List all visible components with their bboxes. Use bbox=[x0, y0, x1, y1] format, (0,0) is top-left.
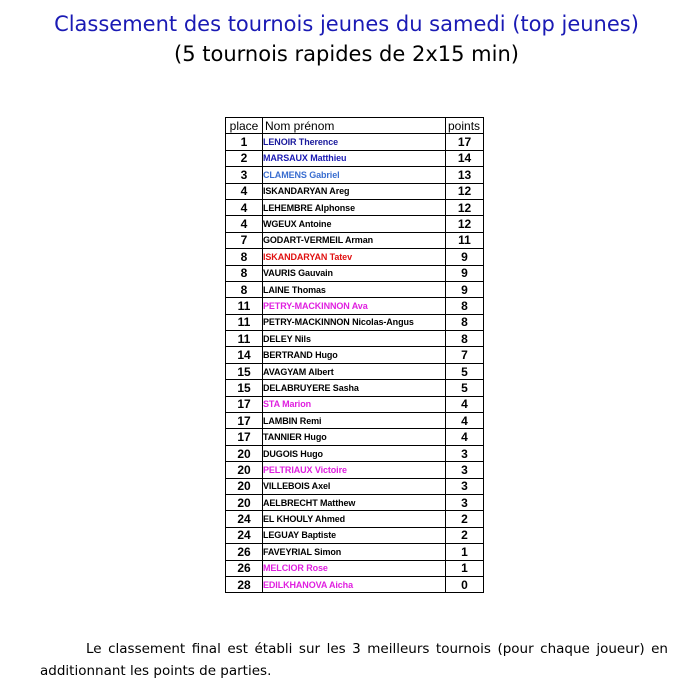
rank-place-cell: 24 bbox=[226, 511, 263, 527]
player-name-cell: STA Marion bbox=[263, 396, 446, 412]
rank-place-cell: 3 bbox=[226, 167, 263, 183]
points-cell: 8 bbox=[446, 298, 484, 314]
rank-place-cell: 20 bbox=[226, 494, 263, 510]
table-row bbox=[226, 281, 484, 297]
points-cell: 4 bbox=[446, 413, 484, 429]
rank-place-cell: 20 bbox=[226, 445, 263, 461]
points-cell: 9 bbox=[446, 281, 484, 297]
points-cell: 8 bbox=[446, 314, 484, 330]
points-cell: 1 bbox=[446, 544, 484, 560]
rank-place-cell: 8 bbox=[226, 265, 263, 281]
rank-place-cell: 17 bbox=[226, 413, 263, 429]
player-name-cell: LENOIR Therence bbox=[263, 134, 446, 150]
ranking-note bbox=[40, 638, 668, 682]
player-name-cell: FAVEYRIAL Simon bbox=[263, 544, 446, 560]
player-name-cell: LAINE Thomas bbox=[263, 281, 446, 297]
rank-place-cell: 26 bbox=[226, 560, 263, 576]
table-row bbox=[226, 396, 484, 412]
player-name-cell: LEHEMBRE Alphonse bbox=[263, 199, 446, 215]
player-name-cell: AVAGYAM Albert bbox=[263, 363, 446, 379]
table-row bbox=[226, 216, 484, 232]
rank-place-cell: 11 bbox=[226, 298, 263, 314]
player-name-cell: BERTRAND Hugo bbox=[263, 347, 446, 363]
table-row bbox=[226, 150, 484, 166]
points-cell: 9 bbox=[446, 265, 484, 281]
column-header-place: place bbox=[226, 118, 263, 134]
points-cell: 14 bbox=[446, 150, 484, 166]
table-row bbox=[226, 576, 484, 592]
table-row bbox=[226, 265, 484, 281]
ranking-table bbox=[225, 117, 484, 593]
table-row bbox=[226, 511, 484, 527]
points-cell: 7 bbox=[446, 347, 484, 363]
player-name-cell: AELBRECHT Matthew bbox=[263, 494, 446, 510]
table-row bbox=[226, 429, 484, 445]
points-cell: 12 bbox=[446, 216, 484, 232]
player-name-cell: CLAMENS Gabriel bbox=[263, 167, 446, 183]
column-header-points: points bbox=[446, 118, 484, 134]
player-name-cell: ISKANDARYAN Tatev bbox=[263, 249, 446, 265]
rank-place-cell: 4 bbox=[226, 216, 263, 232]
points-cell: 5 bbox=[446, 380, 484, 396]
player-name-cell: TANNIER Hugo bbox=[263, 429, 446, 445]
points-cell: 13 bbox=[446, 167, 484, 183]
ranking-table-body bbox=[226, 134, 484, 593]
rank-place-cell: 26 bbox=[226, 544, 263, 560]
player-name-cell: PELTRIAUX Victoire bbox=[263, 462, 446, 478]
table-row bbox=[226, 544, 484, 560]
player-name-cell: WGEUX Antoine bbox=[263, 216, 446, 232]
ranking-note-text: Le classement final est établi sur les 3 meilleurs tournois (pour chaque joueur) en additionnant les points de parties. bbox=[40, 641, 668, 679]
page-title: Classement des tournois jeunes du samedi (top jeunes) bbox=[54, 12, 639, 36]
page-subtitle: (5 tournois rapides de 2x15 min) bbox=[174, 42, 519, 66]
table-row bbox=[226, 183, 484, 199]
table-row bbox=[226, 298, 484, 314]
points-cell: 12 bbox=[446, 199, 484, 215]
rank-place-cell: 28 bbox=[226, 576, 263, 592]
column-header-name: Nom prénom bbox=[263, 118, 446, 134]
table-row bbox=[226, 462, 484, 478]
table-row bbox=[226, 478, 484, 494]
player-name-cell: PETRY-MACKINNON Nicolas-Angus bbox=[263, 314, 446, 330]
points-cell: 3 bbox=[446, 494, 484, 510]
points-cell: 3 bbox=[446, 445, 484, 461]
table-row bbox=[226, 249, 484, 265]
rank-place-cell: 14 bbox=[226, 347, 263, 363]
rank-place-cell: 20 bbox=[226, 462, 263, 478]
table-row bbox=[226, 527, 484, 543]
player-name-cell: EL KHOULY Ahmed bbox=[263, 511, 446, 527]
table-row bbox=[226, 167, 484, 183]
rank-place-cell: 1 bbox=[226, 134, 263, 150]
table-row bbox=[226, 314, 484, 330]
table-row bbox=[226, 363, 484, 379]
points-cell: 9 bbox=[446, 249, 484, 265]
rank-place-cell: 15 bbox=[226, 363, 263, 379]
rank-place-cell: 17 bbox=[226, 429, 263, 445]
rank-place-cell: 8 bbox=[226, 281, 263, 297]
player-name-cell: LEGUAY Baptiste bbox=[263, 527, 446, 543]
rank-place-cell: 20 bbox=[226, 478, 263, 494]
rank-place-cell: 11 bbox=[226, 331, 263, 347]
player-name-cell: DELEY Nils bbox=[263, 331, 446, 347]
points-cell: 4 bbox=[446, 396, 484, 412]
points-cell: 3 bbox=[446, 478, 484, 494]
points-cell: 12 bbox=[446, 183, 484, 199]
player-name-cell: PETRY-MACKINNON Ava bbox=[263, 298, 446, 314]
player-name-cell: GODART-VERMEIL Arman bbox=[263, 232, 446, 248]
player-name-cell: LAMBIN Remi bbox=[263, 413, 446, 429]
points-cell: 5 bbox=[446, 363, 484, 379]
table-row bbox=[226, 445, 484, 461]
rank-place-cell: 24 bbox=[226, 527, 263, 543]
points-cell: 2 bbox=[446, 527, 484, 543]
table-row bbox=[226, 494, 484, 510]
player-name-cell: VILLEBOIS Axel bbox=[263, 478, 446, 494]
player-name-cell: EDILKHANOVA Aicha bbox=[263, 576, 446, 592]
table-row bbox=[226, 232, 484, 248]
player-name-cell: DUGOIS Hugo bbox=[263, 445, 446, 461]
rank-place-cell: 11 bbox=[226, 314, 263, 330]
points-cell: 2 bbox=[446, 511, 484, 527]
rank-place-cell: 4 bbox=[226, 183, 263, 199]
points-cell: 11 bbox=[446, 232, 484, 248]
points-cell: 1 bbox=[446, 560, 484, 576]
player-name-cell: MELCIOR Rose bbox=[263, 560, 446, 576]
points-cell: 0 bbox=[446, 576, 484, 592]
rank-place-cell: 4 bbox=[226, 199, 263, 215]
player-name-cell: ISKANDARYAN Areg bbox=[263, 183, 446, 199]
player-name-cell: MARSAUX Matthieu bbox=[263, 150, 446, 166]
table-row bbox=[226, 413, 484, 429]
points-cell: 8 bbox=[446, 331, 484, 347]
table-row bbox=[226, 347, 484, 363]
player-name-cell: VAURIS Gauvain bbox=[263, 265, 446, 281]
table-row bbox=[226, 199, 484, 215]
points-cell: 17 bbox=[446, 134, 484, 150]
table-row bbox=[226, 331, 484, 347]
points-cell: 4 bbox=[446, 429, 484, 445]
points-cell: 3 bbox=[446, 462, 484, 478]
player-name-cell: DELABRUYERE Sasha bbox=[263, 380, 446, 396]
table-header-row bbox=[226, 118, 484, 134]
rank-place-cell: 15 bbox=[226, 380, 263, 396]
rank-place-cell: 2 bbox=[226, 150, 263, 166]
table-row bbox=[226, 560, 484, 576]
table-row bbox=[226, 134, 484, 150]
rank-place-cell: 17 bbox=[226, 396, 263, 412]
rank-place-cell: 7 bbox=[226, 232, 263, 248]
table-row bbox=[226, 380, 484, 396]
rank-place-cell: 8 bbox=[226, 249, 263, 265]
